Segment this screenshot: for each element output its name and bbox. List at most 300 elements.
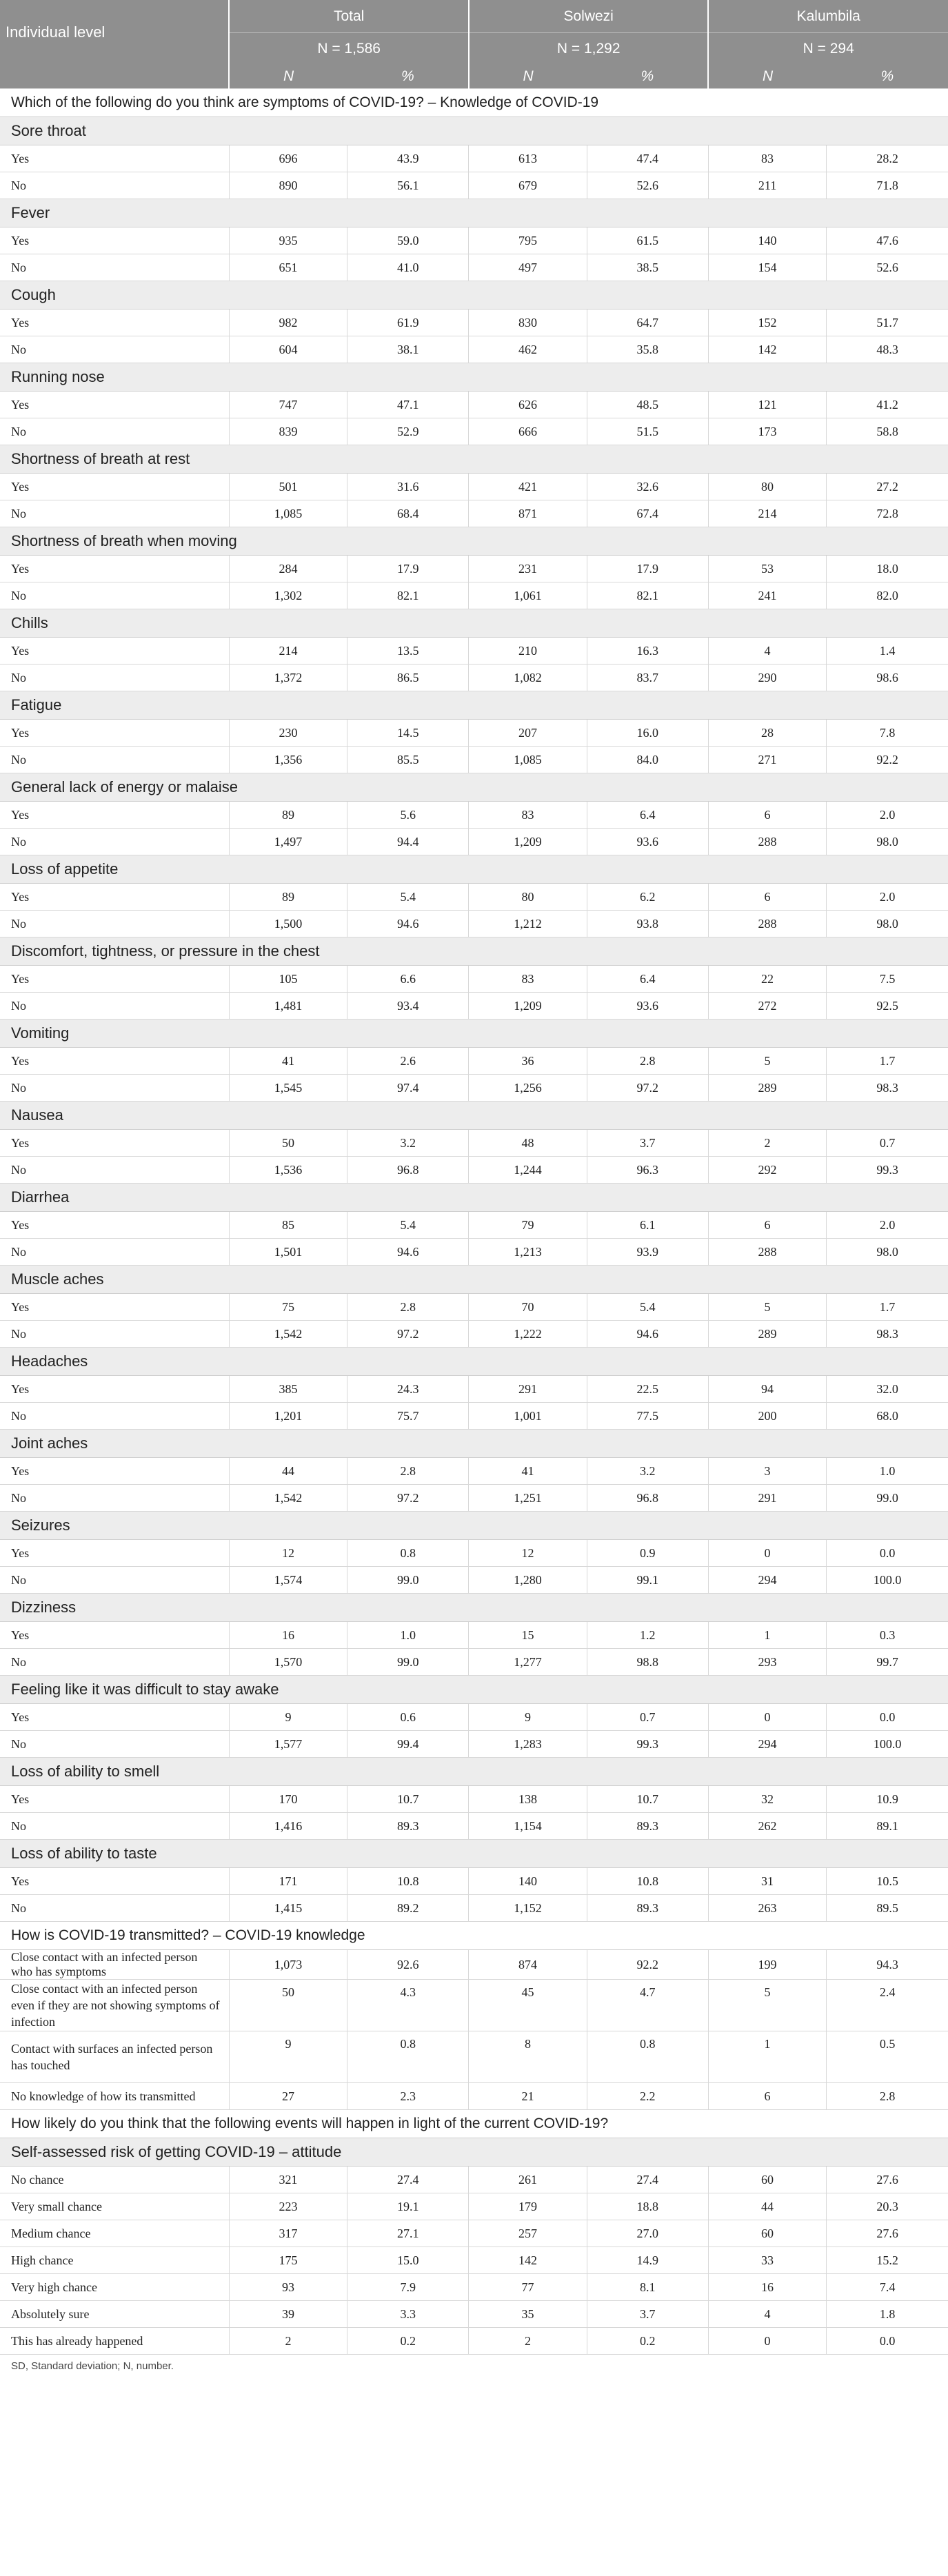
category-row	[0, 1184, 948, 1212]
percent-cell: 94.6	[587, 1321, 708, 1348]
table-row	[0, 1157, 948, 1184]
percent-cell: 0.8	[587, 2031, 708, 2083]
header-subcol-n: N	[708, 64, 826, 89]
count-cell: 35	[469, 2301, 587, 2328]
table-row	[0, 1540, 948, 1567]
row-label: Close contact with an infected person even if they are not showing symptoms of infection	[0, 1980, 229, 2031]
percent-cell: 6.4	[587, 802, 708, 829]
count-cell: 15	[469, 1622, 587, 1649]
percent-cell: 92.2	[827, 747, 948, 773]
percent-cell: 47.1	[347, 392, 469, 418]
row-label: High chance	[0, 2247, 229, 2274]
table-row	[0, 582, 948, 609]
percent-cell: 17.9	[347, 556, 469, 582]
category-row	[0, 1840, 948, 1868]
count-cell: 0	[708, 1540, 826, 1567]
table-row	[0, 1075, 948, 1102]
category-label: Loss of ability to smell	[0, 1758, 948, 1786]
count-cell: 262	[708, 1813, 826, 1840]
percent-cell: 58.8	[827, 418, 948, 445]
table-row	[0, 336, 948, 363]
count-cell: 289	[708, 1075, 826, 1102]
percent-cell: 31.6	[347, 474, 469, 500]
percent-cell: 83.7	[587, 665, 708, 691]
count-cell: 288	[708, 911, 826, 937]
percent-cell: 77.5	[587, 1403, 708, 1430]
count-cell: 22	[708, 966, 826, 993]
table-row	[0, 747, 948, 773]
count-cell: 231	[469, 556, 587, 582]
percent-cell: 16.3	[587, 638, 708, 665]
count-cell: 613	[469, 145, 587, 172]
percent-cell: 27.4	[587, 2167, 708, 2193]
percent-cell: 2.4	[827, 1980, 948, 2031]
percent-cell: 51.7	[827, 310, 948, 336]
count-cell: 1,256	[469, 1075, 587, 1102]
row-label: Close contact with an infected person who has symptoms	[0, 1950, 229, 1980]
category-label: Feeling like it was difficult to stay awake	[0, 1676, 948, 1704]
count-cell: 89	[229, 884, 347, 911]
category-row	[0, 1430, 948, 1458]
percent-cell: 15.2	[827, 2247, 948, 2274]
row-label: No	[0, 418, 229, 445]
table-row	[0, 1704, 948, 1731]
percent-cell: 2.8	[347, 1458, 469, 1485]
table-row	[0, 1212, 948, 1239]
count-cell: 223	[229, 2193, 347, 2220]
count-cell: 321	[229, 2167, 347, 2193]
table-row	[0, 993, 948, 1020]
percent-cell: 1.7	[827, 1294, 948, 1321]
percent-cell: 28.2	[827, 145, 948, 172]
percent-cell: 3.3	[347, 2301, 469, 2328]
percent-cell: 0.0	[827, 1704, 948, 1731]
percent-cell: 47.4	[587, 145, 708, 172]
count-cell: 36	[469, 1048, 587, 1075]
percent-cell: 0.0	[827, 2328, 948, 2355]
count-cell: 1,085	[469, 747, 587, 773]
percent-cell: 1.2	[587, 1622, 708, 1649]
percent-cell: 5.4	[347, 1212, 469, 1239]
count-cell: 1,280	[469, 1567, 587, 1594]
category-row	[0, 1676, 948, 1704]
count-cell: 385	[229, 1376, 347, 1403]
header-group-kalumbila: Kalumbila	[708, 0, 948, 33]
percent-cell: 14.9	[587, 2247, 708, 2274]
percent-cell: 8.1	[587, 2274, 708, 2301]
row-label: No	[0, 1075, 229, 1102]
header-n-total: N = 1,586	[229, 33, 469, 65]
count-cell: 105	[229, 966, 347, 993]
category-row	[0, 773, 948, 802]
count-cell: 41	[469, 1458, 587, 1485]
percent-cell: 94.6	[347, 1239, 469, 1266]
percent-cell: 22.5	[587, 1376, 708, 1403]
count-cell: 839	[229, 418, 347, 445]
percent-cell: 19.1	[347, 2193, 469, 2220]
category-label: Fatigue	[0, 691, 948, 720]
count-cell: 60	[708, 2220, 826, 2247]
row-label: No	[0, 336, 229, 363]
percent-cell: 48.5	[587, 392, 708, 418]
percent-cell: 0.9	[587, 1540, 708, 1567]
percent-cell: 98.6	[827, 665, 948, 691]
row-label: No knowledge of how its transmitted	[0, 2083, 229, 2110]
row-label: Yes	[0, 227, 229, 254]
table-row	[0, 1239, 948, 1266]
count-cell: 293	[708, 1649, 826, 1676]
row-label: Yes	[0, 1130, 229, 1157]
count-cell: 1,481	[229, 993, 347, 1020]
category-label: Seizures	[0, 1512, 948, 1540]
percent-cell: 100.0	[827, 1567, 948, 1594]
count-cell: 9	[229, 1704, 347, 1731]
category-label: Diarrhea	[0, 1184, 948, 1212]
category-row	[0, 609, 948, 638]
count-cell: 421	[469, 474, 587, 500]
count-cell: 70	[469, 1294, 587, 1321]
category-row	[0, 527, 948, 556]
percent-cell: 5.4	[347, 884, 469, 911]
percent-cell: 1.0	[347, 1622, 469, 1649]
count-cell: 83	[469, 966, 587, 993]
row-label: No	[0, 1321, 229, 1348]
count-cell: 1,542	[229, 1485, 347, 1512]
percent-cell: 59.0	[347, 227, 469, 254]
count-cell: 12	[229, 1540, 347, 1567]
count-cell: 3	[708, 1458, 826, 1485]
category-label: Vomiting	[0, 1020, 948, 1048]
percent-cell: 5.6	[347, 802, 469, 829]
table-row	[0, 2274, 948, 2301]
table-row	[0, 2167, 948, 2193]
row-label: Contact with surfaces an infected person has touched	[0, 2031, 229, 2083]
percent-cell: 38.5	[587, 254, 708, 281]
table-row	[0, 1048, 948, 1075]
percent-cell: 61.9	[347, 310, 469, 336]
category-label: Loss of ability to taste	[0, 1840, 948, 1868]
count-cell: 0	[708, 1704, 826, 1731]
count-cell: 41	[229, 1048, 347, 1075]
count-cell: 462	[469, 336, 587, 363]
section-header-row	[0, 1922, 948, 1950]
count-cell: 75	[229, 1294, 347, 1321]
count-cell: 1,082	[469, 665, 587, 691]
count-cell: 1,277	[469, 1649, 587, 1676]
table-row	[0, 1294, 948, 1321]
category-row	[0, 445, 948, 474]
count-cell: 1,372	[229, 665, 347, 691]
percent-cell: 52.6	[587, 172, 708, 199]
count-cell: 199	[708, 1950, 826, 1980]
count-cell: 53	[708, 556, 826, 582]
count-cell: 80	[708, 474, 826, 500]
percent-cell: 2.6	[347, 1048, 469, 1075]
count-cell: 170	[229, 1786, 347, 1813]
count-cell: 179	[469, 2193, 587, 2220]
percent-cell: 24.3	[347, 1376, 469, 1403]
header-n-solwezi: N = 1,292	[469, 33, 709, 65]
count-cell: 1,570	[229, 1649, 347, 1676]
category-row	[0, 2138, 948, 2167]
section-header-row	[0, 2110, 948, 2138]
count-cell: 291	[708, 1485, 826, 1512]
row-label: No	[0, 1403, 229, 1430]
table-row	[0, 911, 948, 937]
count-cell: 211	[708, 172, 826, 199]
percent-cell: 6.2	[587, 884, 708, 911]
table-row	[0, 1321, 948, 1348]
table-row	[0, 1485, 948, 1512]
count-cell: 830	[469, 310, 587, 336]
count-cell: 1,416	[229, 1813, 347, 1840]
row-label: No	[0, 1157, 229, 1184]
percent-cell: 94.4	[347, 829, 469, 855]
table-row	[0, 1731, 948, 1758]
percent-cell: 99.0	[347, 1567, 469, 1594]
percent-cell: 92.6	[347, 1950, 469, 1980]
percent-cell: 7.9	[347, 2274, 469, 2301]
count-cell: 289	[708, 1321, 826, 1348]
percent-cell: 61.5	[587, 227, 708, 254]
count-cell: 1,209	[469, 829, 587, 855]
percent-cell: 27.6	[827, 2167, 948, 2193]
table-row	[0, 254, 948, 281]
row-label: Yes	[0, 720, 229, 747]
table-row	[0, 227, 948, 254]
row-label: Yes	[0, 1458, 229, 1485]
table-row	[0, 2328, 948, 2355]
header-blank	[0, 64, 229, 89]
row-label: No chance	[0, 2167, 229, 2193]
percent-cell: 2.2	[587, 2083, 708, 2110]
count-cell: 5	[708, 1048, 826, 1075]
table-row	[0, 556, 948, 582]
count-cell: 77	[469, 2274, 587, 2301]
table-row	[0, 2301, 948, 2328]
count-cell: 80	[469, 884, 587, 911]
percent-cell: 41.0	[347, 254, 469, 281]
category-row	[0, 855, 948, 884]
category-row	[0, 117, 948, 145]
row-label: No	[0, 172, 229, 199]
percent-cell: 0.8	[347, 1540, 469, 1567]
section-header-row	[0, 89, 948, 117]
percent-cell: 97.4	[347, 1075, 469, 1102]
percent-cell: 72.8	[827, 500, 948, 527]
percent-cell: 98.3	[827, 1321, 948, 1348]
count-cell: 604	[229, 336, 347, 363]
percent-cell: 89.3	[587, 1813, 708, 1840]
category-row	[0, 1594, 948, 1622]
table-header	[0, 0, 948, 89]
count-cell: 982	[229, 310, 347, 336]
percent-cell: 43.9	[347, 145, 469, 172]
percent-cell: 96.8	[347, 1157, 469, 1184]
percent-cell: 99.3	[827, 1157, 948, 1184]
percent-cell: 0.2	[587, 2328, 708, 2355]
percent-cell: 96.8	[587, 1485, 708, 1512]
percent-cell: 1.7	[827, 1048, 948, 1075]
percent-cell: 99.3	[587, 1731, 708, 1758]
count-cell: 175	[229, 2247, 347, 2274]
category-label: Muscle aches	[0, 1266, 948, 1294]
table-row	[0, 1895, 948, 1922]
row-label: Yes	[0, 802, 229, 829]
count-cell: 317	[229, 2220, 347, 2247]
percent-cell: 2.8	[827, 2083, 948, 2110]
count-cell: 28	[708, 720, 826, 747]
count-cell: 2	[469, 2328, 587, 2355]
count-cell: 214	[229, 638, 347, 665]
percent-cell: 52.9	[347, 418, 469, 445]
header-row-label: Individual level	[0, 0, 229, 64]
table-row	[0, 829, 948, 855]
count-cell: 1,501	[229, 1239, 347, 1266]
count-cell: 31	[708, 1868, 826, 1895]
table-row	[0, 1130, 948, 1157]
table-row	[0, 2247, 948, 2274]
table-row	[0, 172, 948, 199]
header-subcol-percent: %	[347, 64, 469, 89]
percent-cell: 93.4	[347, 993, 469, 1020]
count-cell: 140	[708, 227, 826, 254]
category-row	[0, 1758, 948, 1786]
count-cell: 871	[469, 500, 587, 527]
count-cell: 1,061	[469, 582, 587, 609]
category-label: Sore throat	[0, 117, 948, 145]
row-label: Yes	[0, 1048, 229, 1075]
count-cell: 1,222	[469, 1321, 587, 1348]
percent-cell: 93.8	[587, 911, 708, 937]
count-cell: 747	[229, 392, 347, 418]
count-cell: 45	[469, 1980, 587, 2031]
count-cell: 210	[469, 638, 587, 665]
percent-cell: 32.6	[587, 474, 708, 500]
count-cell: 1,209	[469, 993, 587, 1020]
count-cell: 4	[708, 638, 826, 665]
row-label: Yes	[0, 1868, 229, 1895]
count-cell: 1	[708, 2031, 826, 2083]
count-cell: 48	[469, 1130, 587, 1157]
row-label: No	[0, 1649, 229, 1676]
row-label: Very high chance	[0, 2274, 229, 2301]
count-cell: 39	[229, 2301, 347, 2328]
row-label: Yes	[0, 1704, 229, 1731]
count-cell: 12	[469, 1540, 587, 1567]
category-row	[0, 1348, 948, 1376]
count-cell: 284	[229, 556, 347, 582]
percent-cell: 68.4	[347, 500, 469, 527]
row-label: Yes	[0, 1294, 229, 1321]
count-cell: 44	[229, 1458, 347, 1485]
row-label: No	[0, 1813, 229, 1840]
count-cell: 207	[469, 720, 587, 747]
table-row	[0, 1786, 948, 1813]
count-cell: 1,251	[469, 1485, 587, 1512]
table-row	[0, 665, 948, 691]
count-cell: 154	[708, 254, 826, 281]
row-label: No	[0, 993, 229, 1020]
count-cell: 5	[708, 1294, 826, 1321]
header-subcol-n: N	[469, 64, 587, 89]
percent-cell: 10.8	[587, 1868, 708, 1895]
row-label: Yes	[0, 1622, 229, 1649]
count-cell: 21	[469, 2083, 587, 2110]
percent-cell: 0.0	[827, 1540, 948, 1567]
percent-cell: 10.7	[587, 1786, 708, 1813]
count-cell: 4	[708, 2301, 826, 2328]
table-row	[0, 2193, 948, 2220]
count-cell: 1,244	[469, 1157, 587, 1184]
table-row	[0, 392, 948, 418]
table-row	[0, 1458, 948, 1485]
count-cell: 257	[469, 2220, 587, 2247]
percent-cell: 4.7	[587, 1980, 708, 2031]
percent-cell: 99.4	[347, 1731, 469, 1758]
table-row	[0, 1622, 948, 1649]
header-subcol-percent: %	[827, 64, 948, 89]
percent-cell: 94.3	[827, 1950, 948, 1980]
percent-cell: 92.5	[827, 993, 948, 1020]
row-label: Yes	[0, 392, 229, 418]
table-row	[0, 500, 948, 527]
percent-cell: 1.0	[827, 1458, 948, 1485]
count-cell: 1,001	[469, 1403, 587, 1430]
percent-cell: 0.2	[347, 2328, 469, 2355]
percent-cell: 97.2	[347, 1321, 469, 1348]
count-cell: 93	[229, 2274, 347, 2301]
category-row	[0, 691, 948, 720]
count-cell: 50	[229, 1980, 347, 2031]
percent-cell: 98.8	[587, 1649, 708, 1676]
percent-cell: 3.2	[587, 1458, 708, 1485]
count-cell: 874	[469, 1950, 587, 1980]
count-cell: 230	[229, 720, 347, 747]
percent-cell: 5.4	[587, 1294, 708, 1321]
row-label: This has already happened	[0, 2328, 229, 2355]
count-cell: 288	[708, 1239, 826, 1266]
category-label: Running nose	[0, 363, 948, 392]
category-row	[0, 199, 948, 227]
table-row	[0, 720, 948, 747]
row-label: Yes	[0, 966, 229, 993]
header-subcol-n: N	[229, 64, 347, 89]
percent-cell: 99.7	[827, 1649, 948, 1676]
count-cell: 291	[469, 1376, 587, 1403]
count-cell: 1,577	[229, 1731, 347, 1758]
percent-cell: 82.1	[587, 582, 708, 609]
table-row	[0, 1567, 948, 1594]
percent-cell: 27.1	[347, 2220, 469, 2247]
count-cell: 1,073	[229, 1950, 347, 1980]
header-group-solwezi: Solwezi	[469, 0, 709, 33]
count-cell: 50	[229, 1130, 347, 1157]
row-label: No	[0, 1567, 229, 1594]
percent-cell: 3.7	[587, 2301, 708, 2328]
table-row	[0, 1980, 948, 2031]
percent-cell: 89.2	[347, 1895, 469, 1922]
count-cell: 497	[469, 254, 587, 281]
header-group-total: Total	[229, 0, 469, 33]
percent-cell: 99.0	[347, 1649, 469, 1676]
count-cell: 44	[708, 2193, 826, 2220]
table-row	[0, 802, 948, 829]
percent-cell: 10.9	[827, 1786, 948, 1813]
percent-cell: 89.3	[587, 1895, 708, 1922]
percent-cell: 18.8	[587, 2193, 708, 2220]
percent-cell: 89.1	[827, 1813, 948, 1840]
